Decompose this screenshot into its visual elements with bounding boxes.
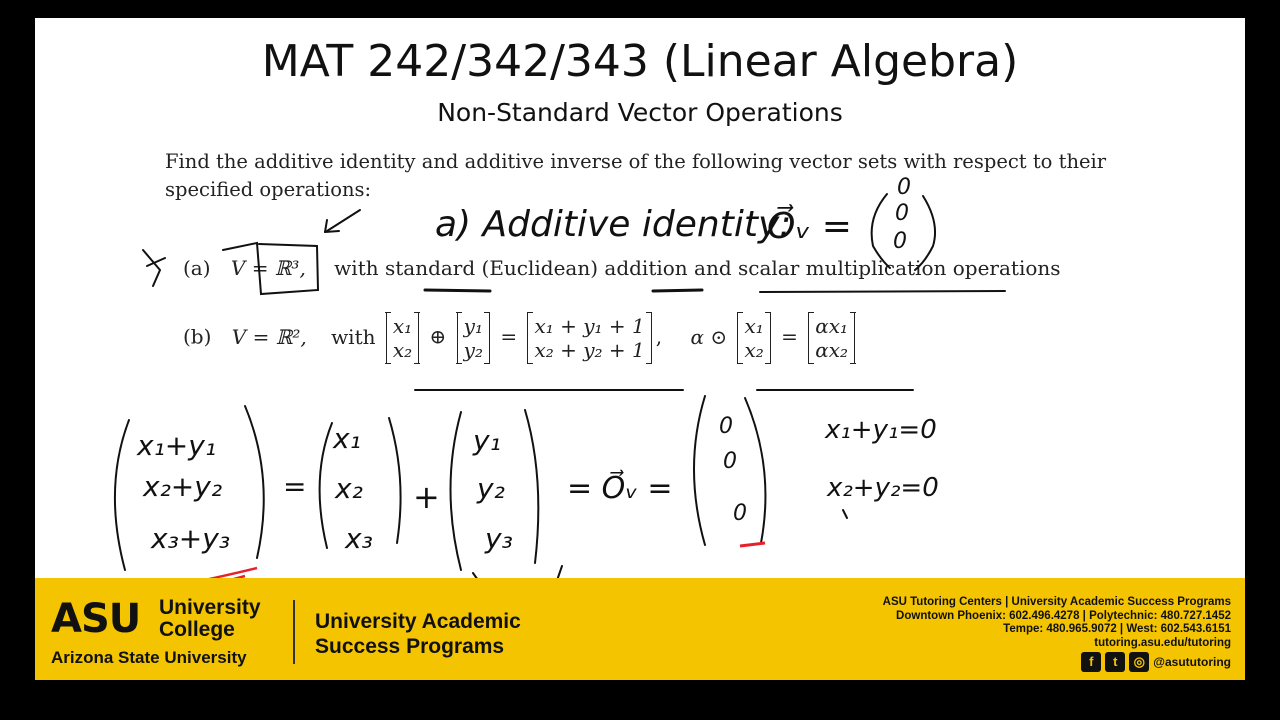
- item-b-label: (b): [183, 324, 212, 349]
- item-b-set: V = ℝ²,: [231, 324, 307, 349]
- contact-info: ASU Tutoring Centers | University Academic Success Programs Downtown Phoenix: 602.496.4278 | Polytechnic: 480.727.1452 Tempe: 480.965.9072 | West: 602.543.6151 tutoring.asu.edu/tutoring: [882, 596, 1231, 649]
- svg-text:0: 0: [719, 414, 733, 439]
- hw-eq-zero: = O⃗ᵥ =: [567, 471, 673, 506]
- hw-equation-2: x₂+y₂=0: [827, 473, 939, 503]
- footer-banner: [35, 578, 1245, 680]
- slide-title: MAT 242/342/343 (Linear Algebra): [261, 36, 1019, 87]
- matrix-x: x₁ x₂: [386, 312, 419, 364]
- matrix-sum: x₁ + y₁ + 1 x₂ + y₂ + 1: [527, 312, 651, 364]
- svg-text:x₃+y₃: x₃+y₃: [151, 522, 231, 555]
- svg-text:x₂: x₂: [335, 472, 363, 505]
- matrix-x2: x₁ x₂: [737, 312, 770, 364]
- footer-divider: [293, 600, 295, 664]
- svg-text:0: 0: [897, 175, 911, 200]
- hw-additive-identity: a) Additive identity:: [435, 204, 792, 245]
- svg-text:0: 0: [895, 201, 909, 226]
- scalar-op: α ⊙: [690, 324, 728, 349]
- svg-text:y₃: y₃: [485, 522, 513, 555]
- svg-text:x₃: x₃: [345, 522, 373, 555]
- instagram-icon[interactable]: ◎: [1129, 652, 1149, 672]
- facebook-icon[interactable]: f: [1081, 652, 1101, 672]
- matrix-scaled: αx₁ αx₂: [808, 312, 855, 364]
- equals-symbol-2: =: [781, 324, 798, 349]
- item-a-label: (a): [183, 256, 211, 280]
- twitter-icon[interactable]: t: [1105, 652, 1125, 672]
- svg-text:y₁: y₁: [473, 424, 501, 457]
- matrix-y: y₁ y₂: [457, 312, 490, 364]
- svg-text:y₂: y₂: [477, 472, 505, 505]
- svg-text:+: +: [413, 478, 440, 516]
- uasp-line2: Success Programs: [315, 635, 505, 658]
- asu-full-name: Arizona State University: [51, 648, 247, 667]
- tutoring-url[interactable]: tutoring.asu.edu/tutoring: [1094, 636, 1231, 649]
- uasp-line1: University Academic: [315, 610, 521, 633]
- item-b: (b) V = ℝ², with x₁ x₂ ⊕ y₁ y₂ = x₁ + y₁ + 1 x₂ + y₂ + 1 , α ⊙ x₁ x₂ = αx₁ αx₂: [183, 312, 859, 364]
- svg-text:0: 0: [893, 229, 907, 254]
- item-b-with: with: [331, 324, 376, 349]
- svg-text:0: 0: [723, 449, 737, 474]
- equals-symbol: =: [500, 324, 518, 349]
- university-college-line1: University: [159, 596, 261, 619]
- oplus-symbol: ⊕: [429, 324, 447, 349]
- social-handle: @asututoring: [1153, 655, 1231, 669]
- item-a-set: V = ℝ³,: [230, 256, 306, 280]
- svg-text:x₂+y₂: x₂+y₂: [143, 470, 223, 503]
- slide-subtitle: Non-Standard Vector Operations: [437, 98, 843, 127]
- university-college-line2: College: [159, 618, 235, 641]
- hw-equation-1: x₁+y₁=0: [825, 415, 937, 445]
- asu-logo: ASU: [51, 596, 141, 642]
- svg-text:=: =: [283, 470, 307, 503]
- svg-text:x₁+y₁: x₁+y₁: [137, 429, 217, 462]
- hw-zero-vector: O⃗ᵥ =: [767, 206, 852, 247]
- item-a-text: with standard (Euclidean) addition and scalar multiplication operations: [334, 256, 1061, 280]
- svg-text:x₁: x₁: [333, 422, 361, 455]
- problem-prompt: Find the additive identity and additive inverse of the following vector sets with respect to their specified operations:: [165, 150, 1107, 201]
- svg-text:0: 0: [733, 501, 747, 526]
- social-links: [1081, 652, 1231, 672]
